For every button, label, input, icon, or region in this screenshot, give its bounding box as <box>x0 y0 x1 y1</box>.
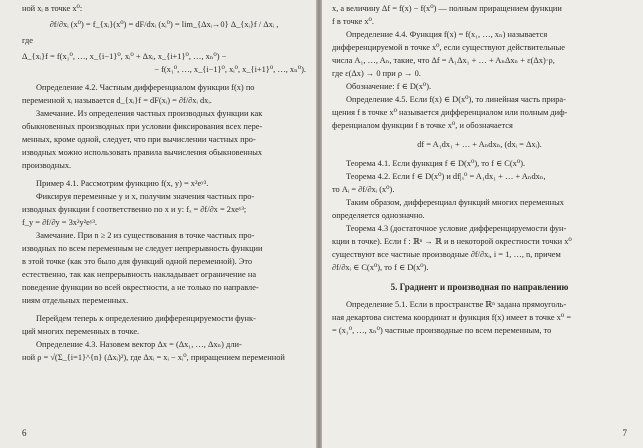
text-line: существуют все частные производные ∂f/∂xᵢ, i = 1, …, n, причем <box>332 250 561 259</box>
text-line: то Aᵢ = ∂f/∂xᵢ (x⁰). <box>332 185 395 194</box>
page-number: 7 <box>622 428 627 438</box>
formula-partial-derivative: ∂f/∂xᵢ (x⁰) = f_{xᵢ}(x⁰) = dF/dxᵢ (xᵢ⁰) = lim_{Δxᵢ→0} Δ_{xᵢ}f / Δxᵢ , <box>49 20 279 29</box>
text-line: производных. <box>22 161 72 170</box>
text-line: переменной xᵢ называется d_{xᵢ}f = dF(xᵢ) = ∂f/∂xᵢ dxᵢ. <box>22 96 212 105</box>
text-line: ференциалом функции f в точке x⁰, и обозначается <box>332 121 513 130</box>
text-line: ная декартова система координат и функция f(x) имеет в точке x⁰ = <box>332 313 572 322</box>
definition-4-5: Определение 4.5. Если f(x) ∈ D(x⁰), то линейная часть прира- <box>346 95 566 104</box>
text-line: Фиксируя переменные y и x, получим значения частных про- <box>36 192 255 201</box>
text-line: ций многих переменных в точке. <box>22 327 140 336</box>
example-4-1: Пример 4.1. Рассмотрим функцию f(x, y) = x²eʸ³. <box>36 179 209 188</box>
text-line: где ε(Δx) → 0 при ρ → 0. <box>332 69 421 78</box>
formula-increment-cont: − f(x₁⁰, …, x_{i−1}⁰, xᵢ⁰, x_{i+1}⁰, …, xₙ⁰). <box>154 65 306 74</box>
text-line: естественно, так как непрерывность накладывает ограничение на <box>22 270 257 279</box>
text-line: кции в точке). Если f : ℝⁿ → ℝ и в некоторой окрестности точки x⁰ <box>332 237 572 246</box>
text-line: Таким образом, дифференциал функций многих переменных <box>346 198 564 207</box>
text-line: щения f в точке x⁰ называется дифференциалом или полным диф- <box>332 108 568 117</box>
remark: Замечание. Из определения частных производных функции как <box>36 109 263 118</box>
theorem-4-2: Теорема 4.2. Если f ∈ D(x⁰) и df|ₓ⁰ = A₁dx₁ + … + Aₙdxₙ, <box>346 172 546 181</box>
text-line: где <box>22 36 33 45</box>
text-line: дифференцируемой в точке x⁰, если существуют действительные <box>332 43 565 52</box>
formula-differential: df = A₁dx₁ + … + Aₙdxₙ, (dxᵢ = Δxᵢ). <box>417 140 542 149</box>
notation: Обозначение: f ∈ D(x⁰). <box>346 82 432 91</box>
text-line: числа A₁, …, Aₙ, такие, что Δf = A₁Δx₁ + … + AₙΔxₙ + ε(Δx)·ρ, <box>332 56 555 65</box>
text-line: изводных функции f соответственно по x и y: fₓ = ∂f/∂x = 2xeʸ³; <box>22 205 247 214</box>
text-line: ной ρ = √(Σ_{i=1}^{n} (Δxᵢ)²), где Δxᵢ = xᵢ − xᵢ⁰, приращением переменной <box>22 353 285 362</box>
text-line: ной xᵢ в точке x⁰: <box>22 4 83 13</box>
definition-4-4: Определение 4.4. Функция f(x) = f(x₁, …, xₙ) называется <box>346 30 548 39</box>
text-line: Перейдем теперь к определению дифференцируемости функ- <box>36 314 256 323</box>
section-heading: 5. Градиент и производная по направлению <box>390 282 569 292</box>
right-page <box>322 0 643 448</box>
text-line: менных, кроме одной, следует, что при вычислении частных про- <box>22 135 256 144</box>
text-line: ниям отдельных переменных. <box>22 296 129 305</box>
text-line: обыкновенных производных при условии фиксирования всех пере- <box>22 122 263 131</box>
text-line: = (x₁⁰, …, xₙ⁰) частные производные по всем переменным, то <box>332 326 552 335</box>
text-line: f в точке x⁰. <box>332 17 374 26</box>
formula-increment: Δ_{xᵢ}f = f(x₁⁰, …, x_{i−1}⁰, xᵢ⁰ + Δxᵢ, x_{i+1}⁰, …, xₙ⁰) − <box>22 52 227 61</box>
text-line: поведение функции во всей окрестности, а не только по направле- <box>22 283 259 292</box>
text-line: ∂f/∂xᵢ ∈ C(x⁰), то f ∈ D(x⁰). <box>332 263 429 272</box>
definition-4-3: Определение 4.3. Назовем вектор Δx = (Δx₁, …, Δxₙ) дли- <box>36 340 242 349</box>
text-line: определяется однозначно. <box>332 211 425 220</box>
definition-5-1: Определение 5.1. Если в пространстве ℝⁿ задана прямоуголь- <box>346 300 567 309</box>
text-line: f_y = ∂f/∂y = 3x²y²eʸ³. <box>22 218 97 227</box>
text-line: x, а величину Δf = f(x) − f(x⁰) — полным приращением функции <box>332 4 562 13</box>
text-line: изводных можно использовать правила вычисления обыкновенных <box>22 148 263 157</box>
definition-4-2: Определение 4.2. Частным дифференциалом функции f(x) по <box>36 83 255 92</box>
text-line: изводных по всем переменным не следует непрерывность функции <box>22 244 263 253</box>
theorem-4-3: Теорема 4.3 (достаточное условие дифференцируемости фун- <box>346 224 567 233</box>
page-number: 6 <box>22 428 27 438</box>
text-line: в этой точке (как это было для функций одной переменной). Это <box>22 257 253 266</box>
left-page <box>0 0 316 448</box>
theorem-4-1: Теорема 4.1. Если функция f ∈ D(x⁰), то f ∈ C(x⁰). <box>346 159 526 168</box>
remark: Замечание. При n ≥ 2 из существования в точке частных про- <box>36 231 255 240</box>
